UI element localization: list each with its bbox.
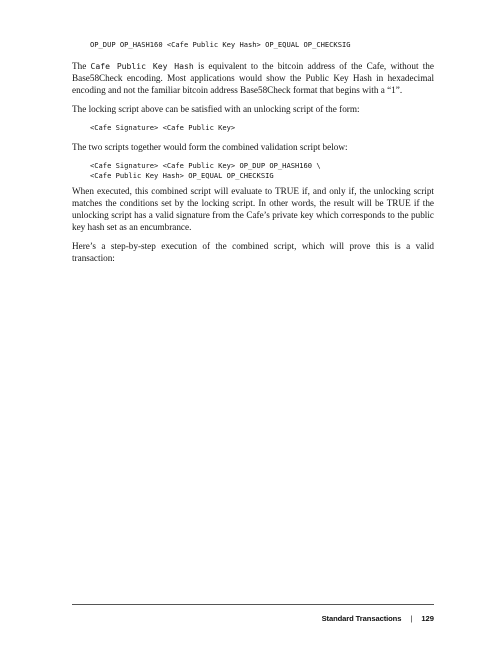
footer-rule — [72, 604, 434, 605]
p1-post: is equivalent to the bitcoin address of the Cafe, without the Base58Check encoding. Most applications would show the Public Key Hash in hexadecimal encoding and not the familiar bitcoin address Base58Check format that begins with a “1”. — [72, 61, 434, 95]
unlocking-script-code: <Cafe Signature> <Cafe Public Key> — [90, 123, 236, 132]
paragraph-combined-intro: The two scripts together would form the combined validation script below: — [72, 142, 348, 152]
footer-separator: | — [410, 614, 413, 623]
page-footer — [322, 614, 434, 623]
combined-script-code-line-2: <Cafe Public Key Hash> OP_EQUAL OP_CHECKSIG — [90, 171, 274, 180]
p1-pre: The — [72, 61, 91, 71]
footer-page-number: 129 — [421, 614, 434, 623]
combined-script-code-line-1: <Cafe Signature> <Cafe Public Key> OP_DUP OP_HASH160 \ — [90, 161, 321, 170]
paragraph-unlocking-intro: The locking script above can be satisfied with an unlocking script of the form: — [72, 104, 360, 114]
inline-code-cafe-public-key-hash: Cafe Public Key Hash — [90, 61, 194, 71]
paragraph-step-by-step-intro: Here’s a step-by-step execution of the combined script, which will prove this is a valid transaction: — [72, 241, 434, 263]
footer-section-title: Standard Transactions — [321, 614, 402, 623]
page-content — [72, 40, 434, 264]
paragraph-execution-result: When executed, this combined script will evaluate to TRUE if, and only if, the unlocking script matches the conditions set by the locking script. In other words, the result will be TRUE if the unlocking script has a valid signature from the Cafe’s private key which corresponds to the public key hash set as an encumbrance. — [72, 186, 434, 232]
locking-script-code: OP_DUP OP_HASH160 <Cafe Public Key Hash> OP_EQUAL OP_CHECKSIG — [90, 40, 351, 49]
paragraph-public-key-hash — [72, 60, 434, 96]
